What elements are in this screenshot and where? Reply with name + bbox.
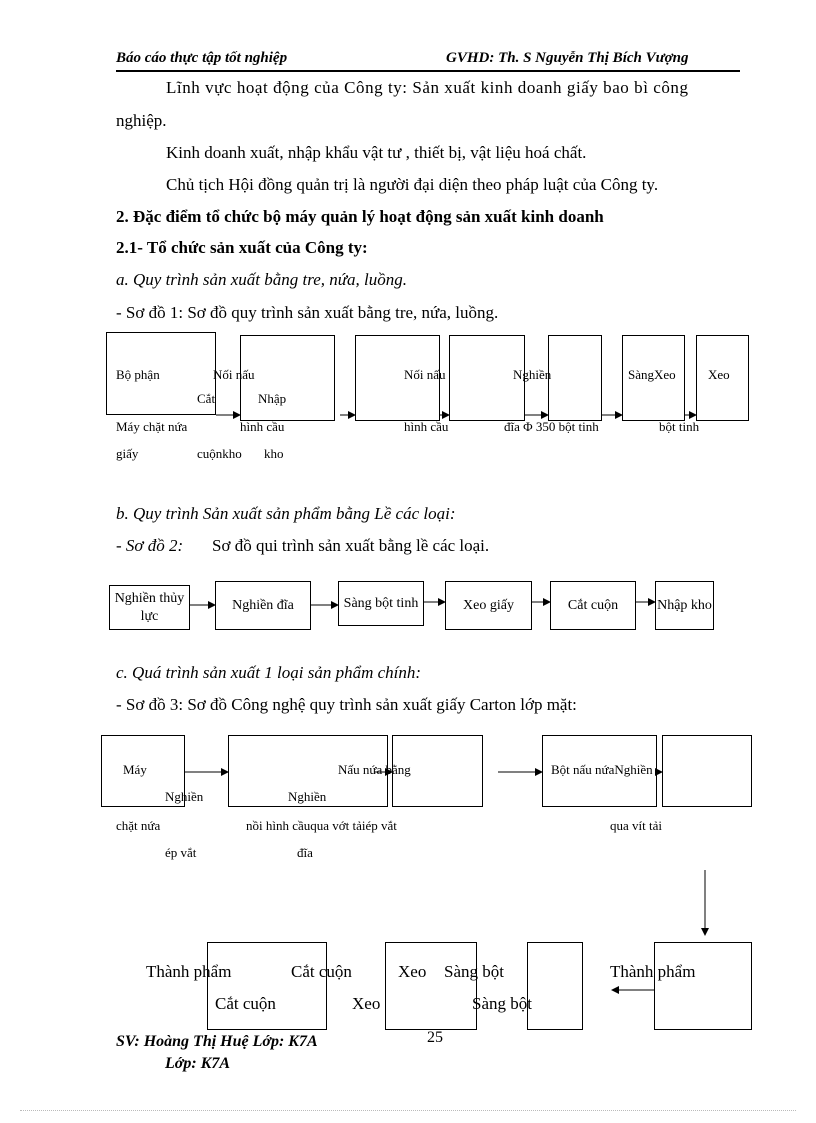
- d1-label: Nối nấu: [404, 367, 446, 382]
- d2-step: Nghiền thủy lực: [109, 585, 190, 630]
- paragraph-field-line1: Lĩnh vực hoạt động của Công ty: Sản xuất kinh doanh giấy bao bì công: [166, 78, 689, 97]
- d3-label: Xeo: [398, 962, 427, 981]
- d2-step: Nhập kho: [655, 581, 714, 630]
- d3-label: Máy: [123, 762, 147, 777]
- d1-label: bột tinh: [659, 419, 700, 434]
- d1-label: Nối nấu: [213, 367, 255, 382]
- d3-label: Nghiền: [165, 789, 204, 804]
- diagram1-title: - Sơ đồ 1: Sơ đồ quy trình sản xuất bằng tre, nứa, luồng.: [116, 303, 499, 322]
- d3-label: chặt nứa: [116, 818, 161, 833]
- d1-label: Máy chặt nứa: [116, 419, 188, 434]
- header-right: GVHD: Th. S Nguyễn Thị Bích Vượng: [446, 50, 689, 66]
- paragraph-chairman: Chủ tịch Hội đồng quản trị là người đại diện theo pháp luật của Công ty.: [166, 175, 659, 194]
- page-number: 25: [427, 1029, 443, 1046]
- d3-label: Cắt cuộn: [215, 994, 276, 1013]
- paragraph-trade: Kinh doanh xuất, nhập khẩu vật tư , thiết bị, vật liệu hoá chất.: [166, 143, 587, 162]
- d3-label: Nấu nứa bằng: [338, 762, 411, 777]
- footer-class: Lớp: K7A: [165, 1055, 231, 1072]
- page-bottom-rule: [20, 1110, 796, 1111]
- subheading-c: c. Quá trình sản xuất 1 loại sản phẩm chính:: [116, 663, 422, 682]
- d1-label: SàngXeo: [628, 367, 676, 382]
- diagram2-title: Sơ đồ qui trình sản xuất bằng lề các loại.: [212, 536, 490, 555]
- d2-step: Cắt cuộn: [550, 581, 636, 630]
- d3-label: Cắt cuộn: [291, 962, 352, 981]
- d1-label: Nhập: [258, 391, 287, 406]
- header-left: Báo cáo thực tập tốt nghiệp: [116, 50, 288, 66]
- heading-section-2: 2. Đặc điểm tổ chức bộ máy quản lý hoạt động sản xuất kinh doanh: [116, 207, 604, 226]
- footer-student: SV: Hoàng Thị Huệ Lớp: K7A: [116, 1033, 318, 1050]
- d1-label: giấy: [116, 446, 139, 461]
- subheading-a: a. Quy trình sản xuất bằng tre, nứa, luồng.: [116, 270, 408, 289]
- d3-label: ép vắt: [165, 845, 197, 860]
- d1-label: Cắt: [197, 391, 216, 406]
- d3-label: đĩa: [297, 845, 313, 860]
- d3-label: nồi hình cầuqua vớt tảiép vắt: [246, 818, 397, 833]
- d3-label: Thành phẩm: [610, 962, 696, 981]
- heading-section-2-1: 2.1- Tổ chức sản xuất của Công ty:: [116, 238, 368, 257]
- d1-label: hình cầu: [404, 419, 449, 434]
- d3-label: qua vít tải: [610, 818, 662, 833]
- d2-step: Nghiền đĩa: [215, 581, 311, 630]
- d3-label: Xeo: [352, 994, 381, 1013]
- paragraph-field-line2: nghiệp.: [116, 111, 167, 130]
- d2-step: Xeo giấy: [445, 581, 532, 630]
- d1-label: Xeo: [708, 367, 730, 382]
- d1-label: cuộnkho: [197, 446, 242, 461]
- d3-label: Nghiền: [288, 789, 327, 804]
- d1-label: Bộ phận: [116, 367, 160, 382]
- d2-step: Sàng bột tinh: [338, 581, 424, 626]
- diagram2-prefix: - Sơ đồ 2:: [116, 536, 184, 555]
- d3-label: Thành phẩm: [146, 962, 232, 981]
- d3-label: Sàng bột: [472, 994, 532, 1013]
- d1-label: kho: [264, 446, 284, 461]
- d3-label: Bột nấu nứaNghiền: [551, 762, 653, 777]
- d3-label: Sàng bột: [444, 962, 504, 981]
- d1-label: đĩa Φ 350 bột tinh: [504, 419, 599, 434]
- d1-label: Nghiền: [513, 367, 552, 382]
- subheading-b: b. Quy trình Sản xuất sản phẩm bằng Lề các loại:: [116, 504, 456, 523]
- diagram3-title: - Sơ đồ 3: Sơ đồ Công nghệ quy trình sản xuất giấy Carton lớp mặt:: [116, 695, 577, 714]
- d1-label: hình cầu: [240, 419, 285, 434]
